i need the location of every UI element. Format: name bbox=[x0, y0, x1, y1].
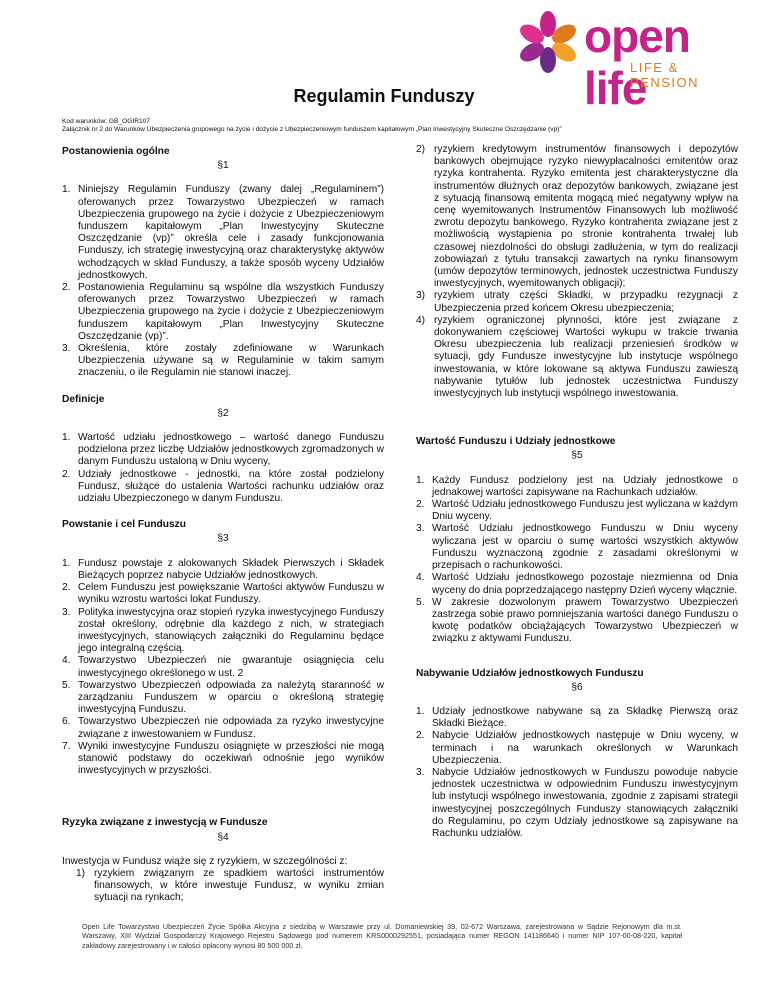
section-fund-value bbox=[416, 436, 738, 645]
clause: 1. Każdy Fundusz podzielony jest na Udziały jednostkowe o jednakowej wartości zapisywane na Rachunkach udziałów. bbox=[416, 474, 738, 498]
paragraph-number: §1 bbox=[217, 160, 229, 172]
section-definitions bbox=[62, 394, 384, 506]
paragraph-number: §2 bbox=[217, 407, 229, 419]
logo-tagline: LIFE & PENSION bbox=[630, 60, 700, 90]
left-column bbox=[62, 146, 384, 905]
section-origin bbox=[62, 519, 384, 777]
clause-list bbox=[62, 558, 384, 778]
clause-list bbox=[416, 475, 738, 646]
clause: 1. Wartość udziału jednostkowego – wartość danego Funduszu podzielona przez liczbę Udziałów jednostkowych zgromadzonych w danym Funduszu ustaloną w Dniu wyceny, bbox=[62, 432, 384, 468]
right-column bbox=[416, 144, 738, 840]
flower-icon bbox=[512, 10, 584, 74]
clause: 5. Towarzystwo Ubezpieczeń odpowiada za należytą staranność w zarządzaniu Funduszem w oparciu o określoną strategię inwestycyjną Funduszu. bbox=[62, 679, 384, 716]
clause-list-continued bbox=[416, 144, 738, 400]
clause: 2. Celem Funduszu jest powiększanie Wartości aktywów Funduszu w wyniku wzrostu wartości lokat Funduszy. bbox=[62, 582, 384, 606]
clause: 4. Wartość Udziału jednostkowego pozostaje niezmienna od Dnia wyceny do dnia poprzedzającego następny Dzień wyceny włącznie. bbox=[416, 572, 738, 596]
clause-list bbox=[62, 184, 384, 379]
clause-list bbox=[62, 432, 384, 505]
clause: 2. Postanowienia Regulaminu są wspólne dla wszystkich Funduszy oferowanych przez Towarzystwo Ubezpieczeń w ramach Ubezpieczenia grupowego na życie i dożycie z Ubezpieczeniowym funduszem kapitałowym „Plan Inwestycyjny Skuteczne Oszczędzanie (vp)”. bbox=[62, 282, 384, 342]
clause: 3. Polityka inwestycyjna oraz stopień ryzyka inwestycyjnego Funduszy został określony, odrębnie dla każdego z nich, w strategiach inwestycyjnych, stanowiących załączniki do Regulaminu będące jego integralną częścią. bbox=[62, 606, 384, 655]
clause: 6. Towarzystwo Ubezpieczeń nie odpowiada za ryzyko inwestycyjne związane z inwestowaniem w Fundusz. bbox=[62, 716, 384, 740]
clause: 3. Wartość Udziału jednostkowego Funduszu w Dniu wyceny wyliczana jest w oparciu o sumę wartości wszystkich aktywów Funduszu wyznaczoną zgodnie z zasadami określonymi w przepisach o rachunkowości. bbox=[416, 523, 738, 572]
section-general bbox=[62, 146, 384, 380]
clause: 3. Określenia, które zostały zdefiniowane w Warunkach Ubezpieczenia używane są w Regulaminie w takim samym znaczeniu, o ile Regulamin nie stanowi inaczej. bbox=[62, 343, 384, 379]
clause-list bbox=[76, 868, 384, 905]
page-title: Regulamin Funduszy bbox=[293, 86, 475, 106]
section-title: Definicje bbox=[62, 393, 105, 405]
paragraph-number: §4 bbox=[217, 831, 229, 843]
clause: 4) ryzykiem ograniczonej płynności, które jest związane z dokonywaniem częściowej Wartości wykupu w trakcie trwania Okresu ubezpieczenia lub realizacji przeniesień środków w sytuacji, gdy Fundusze inwestycyjne lub instytucje wspólnego inwestowania, w które lokowane są aktywa Funduszu zawieszą nabywanie tytułów lub jednostek uczestnictwa Funduszy inwestycyjnych lub instytucji wspólnego inwestowania. bbox=[416, 314, 738, 400]
section-title: Ryzyka związane z inwestycją w Fundusze bbox=[62, 817, 268, 829]
conditions-code: Kod warunków: GB_OGIR107 bbox=[62, 118, 150, 125]
clause: 1. Udziały jednostkowe nabywane są za Składkę Pierwszą oraz Składki Bieżące. bbox=[416, 705, 738, 730]
logo-wordmark: open life bbox=[584, 10, 690, 114]
open-life-logo bbox=[512, 10, 752, 114]
section-title: Powstanie i cel Funduszu bbox=[62, 519, 186, 531]
clause: 5. W zakresie dozwolonym prawem Towarzystwo Ubezpieczeń zastrzega sobie prawo pomniejszania wartości danego Funduszu o kwotę podatków obciążających Towarzystwo Ubezpieczeń w związku z aktywami Funduszu. bbox=[416, 596, 738, 645]
clause: 2. Udziały jednostkowe - jednostki, na które został podzielony Fundusz, służące do ustalenia Wartości rachunku udziałów oraz udziału Ubezpieczonego w danym Funduszu. bbox=[62, 468, 384, 505]
clause: 2) ryzykiem kredytowym instrumentów finansowych i depozytów bankowych obejmujące ryzyko niewypłacalności emitentów oraz ryzyka kontrahenta. Ryzyko emitenta jest charakterystyczne dla instrumentów dłużnych oraz depozytów bankowych, związane jest z sytuacją finansową emitenta mogącą mieć negatywny wpływ na cenę wyemitowanych Instrumentów Finansowych lub możliwość zwrotu depozytu bankowego. Ryzyko kontrahenta związane jest z możliwością wystąpienia po stronie kontrahenta trwałej lub czasowej niezdolności do obsługi zadłużenia, w tym do realizacji zobowiązań z tytułu transakcji zawartych na rynku finansowym (umów depozytów terminowych, jednostek uczestnictwa Funduszy inwestycyjnych, wyemitowanych obligacji); bbox=[416, 144, 738, 290]
clause: 3) ryzykiem utraty części Składki, w przypadku rezygnacji z Ubezpieczenia przed końcem Okresu ubezpieczenia; bbox=[416, 290, 738, 314]
clause: 1. Fundusz powstaje z alokowanych Składek Pierwszych i Składek Bieżących poprzez nabycie Udziałów jednostkowych. bbox=[62, 557, 384, 581]
clause-list bbox=[416, 706, 738, 840]
clause: 2. Nabycie Udziałów jednostkowych następuje w Dniu wyceny, w terminach i na warunkach określonych w Warunkach Ubezpieczenia. bbox=[416, 730, 738, 766]
section-title: Wartość Funduszu i Udziały jednostkowe bbox=[416, 436, 616, 448]
clause: 1) ryzykiem związanym ze spadkiem wartości instrumentów finansowych, w które inwestuje Fundusz, w wyniku zmian sytuacji na rynkach; bbox=[76, 867, 384, 904]
section-title: Nabywanie Udziałów jednostkowych Funduszu bbox=[416, 667, 644, 679]
attachment-note: Załącznik nr 2 do Warunków Ubezpieczenia grupowego na życie i dożycie z Ubezpieczeniowym funduszem kapitałowym „Plan Inwestycyjny Skuteczne Oszczędzanie (vp)” bbox=[62, 126, 562, 134]
section-acquisition bbox=[416, 668, 738, 841]
clause: 2. Wartość Udziału jednostkowego Funduszu jest wyliczana w każdym Dniu wyceny. bbox=[416, 499, 738, 523]
section-title: Postanowienia ogólne bbox=[62, 146, 170, 157]
clause: 3. Nabycie Udziałów jednostkowych w Funduszu powoduje nabycie jednostek uczestnictwa w odpowiednim Funduszu inwestycyjnym lub instytucji wspólnego inwestowania, zgodnie z zapisami strategii inwestycyjnej poszczególnych Funduszy stanowiących załączniki do Regulaminu, po czym Udziały jednostkowe są zapisywane na Rachunku udziałów. bbox=[416, 766, 738, 839]
clause: 4. Towarzystwo Ubezpieczeń nie gwarantuje osiągnięcia celu inwestycyjnego określonego w ust. 2 bbox=[62, 655, 384, 679]
clause: 1. Niniejszy Regulamin Funduszy (zwany dalej „Regulaminem”) oferowanych przez Towarzystwo Ubezpieczeń w ramach Ubezpieczenia grupowego na życie i dożycie z Ubezpieczeniowym funduszem kapitałowym „Plan Inwestycyjny Skuteczne Oszczędzanie (vp)” określa cele i zasady funkcjonowania Funduszy, ich strategię inwestycyjną oraz charakterystykę aktywów wchodzących w skład Funduszy, a także sposób wyceny Udziałów jednostkowych. bbox=[62, 184, 384, 281]
paragraph-number: §3 bbox=[217, 533, 229, 545]
company-footer: Open Life Towarzystwo Ubezpieczeń Życie Spółka Akcyjna z siedzibą w Warszawie przy ul. Domaniewskiej 39, 02-672 Warszawa, zarejestrowana w Sądzie Rejonowym dla m.st. Warszawy, XIII Wydział Gospodarczy Krajowego Rejestru Sądowego pod numerem KRS0000292551, posiadająca numer REGON 141186640 i numer NIP 107-00-08-220, kapitał zakładowy zarejestrowany i w całości opłacony wynosi 80 500 000 zł. bbox=[82, 922, 682, 950]
paragraph-number: §6 bbox=[571, 681, 583, 693]
clause: 7. Wyniki inwestycyjne Funduszu osiągnięte w przeszłości nie mogą stanowić podstawy do oczekiwań odnośnie jego wyników inwestycyjnych w przyszłości. bbox=[62, 740, 384, 777]
document-meta bbox=[62, 118, 742, 135]
section-intro: Inwestycja w Fundusz wiąże się z ryzykiem, w szczególności z: bbox=[62, 855, 348, 867]
section-risks bbox=[62, 817, 384, 904]
paragraph-number: §5 bbox=[571, 450, 583, 462]
